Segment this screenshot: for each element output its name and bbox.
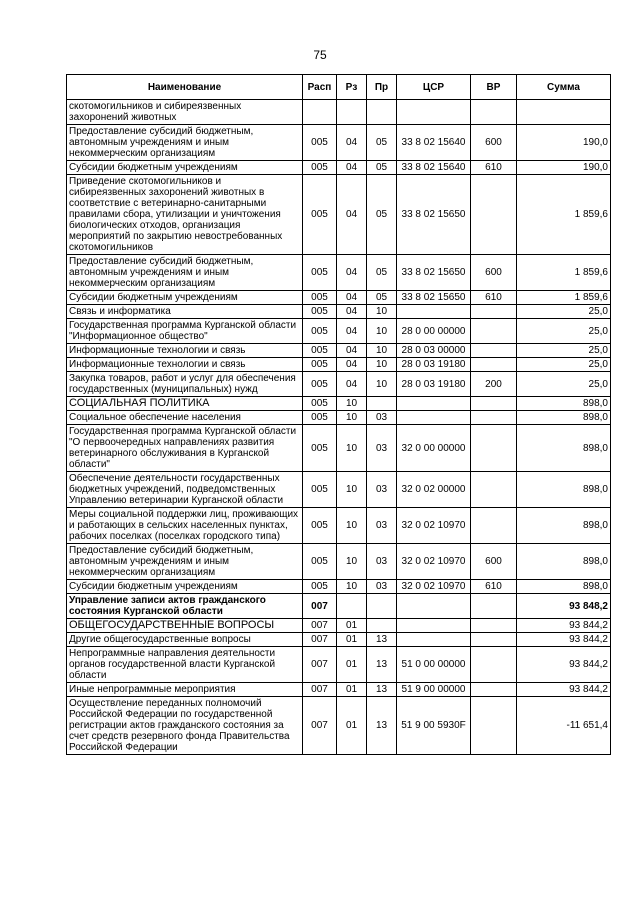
cell-pr: 10 [367, 358, 397, 372]
cell-rasp: 005 [303, 344, 337, 358]
table-header-row [67, 75, 611, 100]
cell-rasp: 005 [303, 291, 337, 305]
cell-rz: 04 [337, 372, 367, 397]
cell-rasp: 005 [303, 580, 337, 594]
cell-vr [471, 100, 517, 125]
cell-rz: 04 [337, 291, 367, 305]
cell-rz: 10 [337, 544, 367, 580]
cell-vr [471, 305, 517, 319]
cell-csr: 33 8 02 15640 [397, 161, 471, 175]
table-row [67, 411, 611, 425]
cell-pr: 03 [367, 544, 397, 580]
cell-name: СОЦИАЛЬНАЯ ПОЛИТИКА [67, 397, 303, 411]
cell-pr: 03 [367, 411, 397, 425]
cell-sum [517, 100, 611, 125]
cell-csr: 33 8 02 15650 [397, 255, 471, 291]
cell-vr [471, 647, 517, 683]
cell-name: Осуществление переданных полномочий Российской Федерации по государственной регистрации актов гражданского состояния за счет средств резервного фонда Правительства Российской Федерации [67, 697, 303, 755]
cell-rasp: 005 [303, 125, 337, 161]
cell-sum: 25,0 [517, 305, 611, 319]
cell-rasp: 005 [303, 411, 337, 425]
table-row [67, 580, 611, 594]
cell-pr: 10 [367, 372, 397, 397]
cell-rz: 04 [337, 175, 367, 255]
page-number: 75 [313, 48, 327, 62]
cell-pr [367, 397, 397, 411]
cell-pr: 10 [367, 305, 397, 319]
cell-rasp [303, 100, 337, 125]
header-sum: Сумма [517, 75, 611, 100]
cell-name: Приведение скотомогильников и сибиреязвенных захоронений животных в соответствие с ветеринарно-санитарными правилами сбора, утилизации и уничтожения биологических отходов, организация мероприятий по закрытию невостребованных скотомогильников [67, 175, 303, 255]
cell-rz: 04 [337, 125, 367, 161]
cell-pr: 03 [367, 580, 397, 594]
table-row [67, 544, 611, 580]
cell-vr [471, 594, 517, 619]
cell-csr: 32 0 02 10970 [397, 580, 471, 594]
cell-vr [471, 697, 517, 755]
table-row [67, 100, 611, 125]
cell-rz: 10 [337, 580, 367, 594]
cell-name: Субсидии бюджетным учреждениям [67, 291, 303, 305]
cell-name: Закупка товаров, работ и услуг для обеспечения государственных (муниципальных) нужд [67, 372, 303, 397]
cell-csr: 28 0 00 00000 [397, 319, 471, 344]
cell-rz: 04 [337, 255, 367, 291]
cell-rz: 10 [337, 508, 367, 544]
cell-rz: 10 [337, 425, 367, 472]
cell-csr: 32 0 00 00000 [397, 425, 471, 472]
cell-name: Информационные технологии и связь [67, 358, 303, 372]
cell-csr [397, 411, 471, 425]
cell-csr [397, 305, 471, 319]
cell-vr: 610 [471, 291, 517, 305]
cell-rasp: 005 [303, 397, 337, 411]
table-row [67, 319, 611, 344]
cell-csr: 51 0 00 00000 [397, 647, 471, 683]
cell-csr: 51 9 00 00000 [397, 683, 471, 697]
header-pr: Пр [367, 75, 397, 100]
cell-rasp: 005 [303, 358, 337, 372]
cell-pr: 13 [367, 633, 397, 647]
cell-sum: 25,0 [517, 344, 611, 358]
cell-name: скотомогильников и сибиреязвенных захоронений животных [67, 100, 303, 125]
cell-rz: 01 [337, 647, 367, 683]
table-row [67, 697, 611, 755]
cell-rz: 10 [337, 411, 367, 425]
cell-sum: 898,0 [517, 472, 611, 508]
cell-csr: 28 0 03 19180 [397, 372, 471, 397]
cell-rasp: 007 [303, 647, 337, 683]
cell-sum: 898,0 [517, 580, 611, 594]
table-row [67, 344, 611, 358]
cell-vr: 600 [471, 255, 517, 291]
cell-sum: 1 859,6 [517, 291, 611, 305]
table-row [67, 397, 611, 411]
table-row [67, 508, 611, 544]
cell-pr: 13 [367, 647, 397, 683]
cell-pr: 05 [367, 291, 397, 305]
cell-pr: 10 [367, 319, 397, 344]
cell-sum: 898,0 [517, 425, 611, 472]
table-row [67, 372, 611, 397]
cell-rz: 04 [337, 161, 367, 175]
budget-table [66, 74, 611, 755]
cell-sum: 898,0 [517, 508, 611, 544]
cell-rasp: 005 [303, 508, 337, 544]
table-row [67, 425, 611, 472]
cell-vr [471, 472, 517, 508]
table-row [67, 291, 611, 305]
cell-name: Связь и информатика [67, 305, 303, 319]
cell-vr [471, 619, 517, 633]
header-vr: ВР [471, 75, 517, 100]
cell-sum: 93 848,2 [517, 594, 611, 619]
cell-csr: 32 0 02 00000 [397, 472, 471, 508]
cell-rasp: 007 [303, 697, 337, 755]
cell-sum: 25,0 [517, 319, 611, 344]
table-row [67, 358, 611, 372]
cell-csr: 33 8 02 15650 [397, 291, 471, 305]
cell-name: Предоставление субсидий бюджетным, автономным учреждениям и иным некоммерческим организациям [67, 255, 303, 291]
cell-rz: 01 [337, 697, 367, 755]
cell-sum: 190,0 [517, 161, 611, 175]
cell-pr: 05 [367, 161, 397, 175]
cell-rz: 10 [337, 397, 367, 411]
cell-rz: 04 [337, 305, 367, 319]
cell-vr [471, 411, 517, 425]
cell-rasp: 005 [303, 544, 337, 580]
cell-csr: 28 0 03 19180 [397, 358, 471, 372]
cell-rasp: 005 [303, 305, 337, 319]
cell-rz: 04 [337, 358, 367, 372]
cell-vr [471, 358, 517, 372]
cell-vr [471, 319, 517, 344]
cell-vr: 600 [471, 125, 517, 161]
cell-name: Предоставление субсидий бюджетным, автономным учреждениям и иным некоммерческим организациям [67, 544, 303, 580]
table-row [67, 161, 611, 175]
cell-csr [397, 594, 471, 619]
cell-rz [337, 100, 367, 125]
cell-pr: 05 [367, 125, 397, 161]
cell-csr: 32 0 02 10970 [397, 544, 471, 580]
cell-pr [367, 619, 397, 633]
table-row [67, 594, 611, 619]
cell-sum: 25,0 [517, 358, 611, 372]
cell-rasp: 007 [303, 594, 337, 619]
table-row [67, 472, 611, 508]
cell-pr: 10 [367, 344, 397, 358]
cell-rz [337, 594, 367, 619]
cell-sum: 93 844,2 [517, 633, 611, 647]
cell-vr [471, 425, 517, 472]
cell-name: Иные непрограммные мероприятия [67, 683, 303, 697]
header-rasp: Расп [303, 75, 337, 100]
cell-rz: 04 [337, 344, 367, 358]
cell-rasp: 005 [303, 472, 337, 508]
cell-vr [471, 633, 517, 647]
cell-rz: 01 [337, 633, 367, 647]
cell-rasp: 005 [303, 175, 337, 255]
cell-rasp: 005 [303, 161, 337, 175]
cell-pr: 13 [367, 683, 397, 697]
table-row [67, 175, 611, 255]
cell-rasp: 007 [303, 683, 337, 697]
header-csr: ЦСР [397, 75, 471, 100]
cell-csr: 28 0 03 00000 [397, 344, 471, 358]
cell-rasp: 005 [303, 319, 337, 344]
cell-sum: 93 844,2 [517, 619, 611, 633]
cell-vr: 610 [471, 161, 517, 175]
cell-csr: 32 0 02 10970 [397, 508, 471, 544]
cell-name: Информационные технологии и связь [67, 344, 303, 358]
cell-sum: 93 844,2 [517, 647, 611, 683]
cell-vr [471, 175, 517, 255]
cell-pr [367, 100, 397, 125]
cell-rasp: 005 [303, 255, 337, 291]
cell-rz: 04 [337, 319, 367, 344]
cell-vr: 600 [471, 544, 517, 580]
cell-name: Обеспечение деятельности государственных бюджетных учреждений, подведомственных Управлению ветеринарии Курганской области [67, 472, 303, 508]
cell-csr: 33 8 02 15640 [397, 125, 471, 161]
cell-rasp: 005 [303, 425, 337, 472]
cell-name: Социальное обеспечение населения [67, 411, 303, 425]
cell-name: Субсидии бюджетным учреждениям [67, 161, 303, 175]
cell-sum: 898,0 [517, 397, 611, 411]
cell-vr [471, 508, 517, 544]
table-row [67, 683, 611, 697]
header-rz: Рз [337, 75, 367, 100]
cell-pr: 03 [367, 472, 397, 508]
cell-csr [397, 100, 471, 125]
table-row [67, 305, 611, 319]
cell-vr: 200 [471, 372, 517, 397]
cell-rz: 01 [337, 683, 367, 697]
cell-rz: 10 [337, 472, 367, 508]
cell-sum: 898,0 [517, 411, 611, 425]
cell-pr: 13 [367, 697, 397, 755]
cell-csr: 33 8 02 15650 [397, 175, 471, 255]
cell-name: Предоставление субсидий бюджетным, автономным учреждениям и иным некоммерческим организациям [67, 125, 303, 161]
cell-vr [471, 344, 517, 358]
cell-name: Непрограммные направления деятельности органов государственной власти Курганской области [67, 647, 303, 683]
table-row [67, 125, 611, 161]
cell-sum: 1 859,6 [517, 255, 611, 291]
cell-name: Государственная программа Курганской области "О первоочередных направлениях развития ветеринарного обслуживания в Курганской области" [67, 425, 303, 472]
cell-sum: 190,0 [517, 125, 611, 161]
cell-csr [397, 619, 471, 633]
cell-name: Другие общегосударственные вопросы [67, 633, 303, 647]
cell-name: Государственная программа Курганской области "Информационное общество" [67, 319, 303, 344]
cell-rasp: 007 [303, 619, 337, 633]
cell-pr: 03 [367, 425, 397, 472]
cell-csr: 51 9 00 5930F [397, 697, 471, 755]
cell-name: Управление записи актов гражданского состояния Курганской области [67, 594, 303, 619]
table-row [67, 633, 611, 647]
cell-rasp: 005 [303, 372, 337, 397]
cell-pr [367, 594, 397, 619]
cell-name: Меры социальной поддержки лиц, проживающих и работающих в сельских населенных пунктах, рабочих поселках (поселках городского типа) [67, 508, 303, 544]
table-row [67, 255, 611, 291]
cell-pr: 03 [367, 508, 397, 544]
table-body [67, 100, 611, 755]
cell-name: Субсидии бюджетным учреждениям [67, 580, 303, 594]
table-row [67, 647, 611, 683]
cell-sum: 25,0 [517, 372, 611, 397]
cell-sum: -11 651,4 [517, 697, 611, 755]
cell-csr [397, 633, 471, 647]
cell-vr [471, 683, 517, 697]
cell-sum: 898,0 [517, 544, 611, 580]
cell-pr: 05 [367, 175, 397, 255]
cell-sum: 1 859,6 [517, 175, 611, 255]
cell-name: ОБЩЕГОСУДАРСТВЕННЫЕ ВОПРОСЫ [67, 619, 303, 633]
cell-vr: 610 [471, 580, 517, 594]
cell-pr: 05 [367, 255, 397, 291]
cell-sum: 93 844,2 [517, 683, 611, 697]
cell-vr [471, 397, 517, 411]
header-name: Наименование [67, 75, 303, 100]
table-row [67, 619, 611, 633]
cell-csr [397, 397, 471, 411]
cell-rz: 01 [337, 619, 367, 633]
cell-rasp: 007 [303, 633, 337, 647]
